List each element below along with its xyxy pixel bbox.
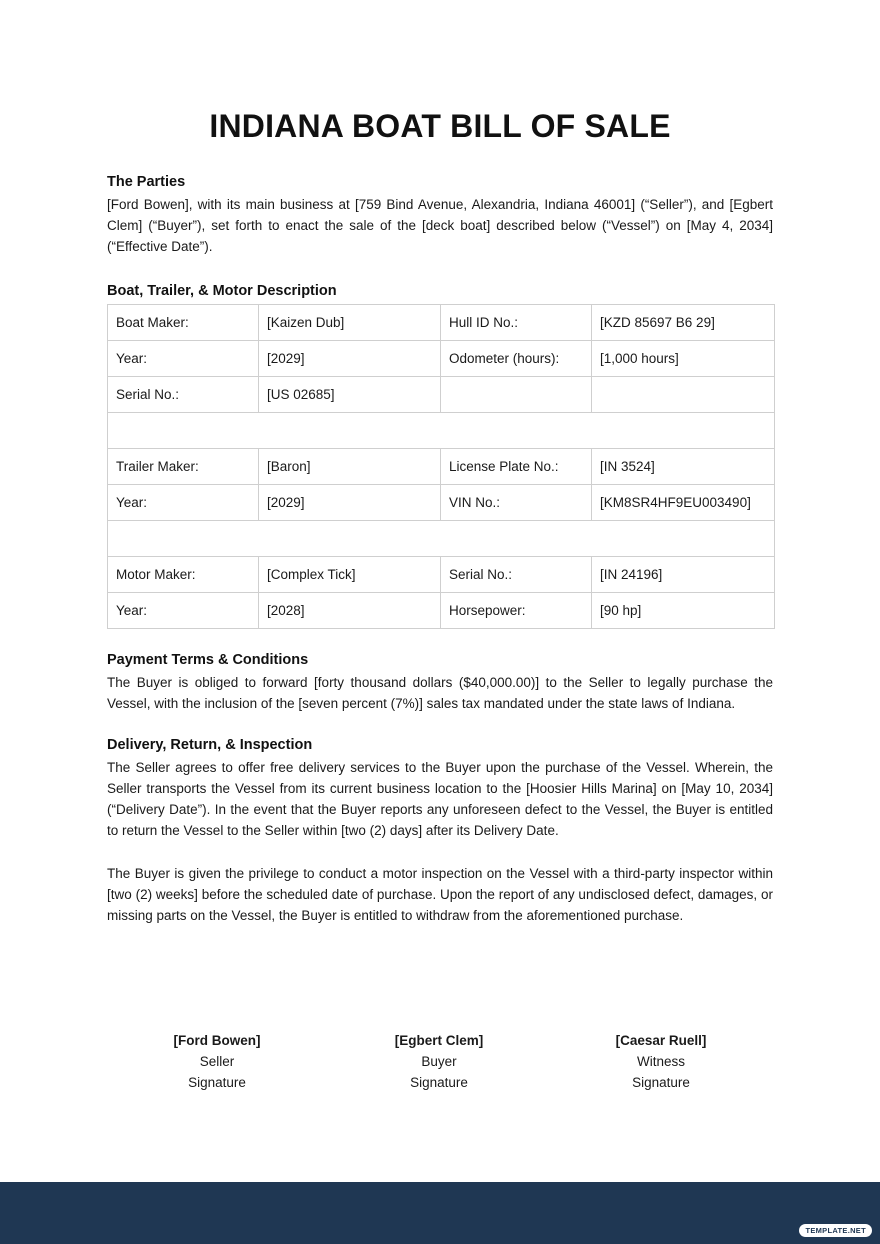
table-row xyxy=(108,341,775,377)
table-label-cell: VIN No.: xyxy=(441,485,592,521)
table-row xyxy=(108,449,775,485)
table-label-cell: Boat Maker: xyxy=(108,305,259,341)
table-label-cell: License Plate No.: xyxy=(441,449,592,485)
seller-signature-block xyxy=(107,1030,327,1093)
table-label-cell: Serial No.: xyxy=(441,557,592,593)
buyer-name: [Egbert Clem] xyxy=(394,1033,484,1048)
table-row xyxy=(108,593,775,629)
witness-name: [Caesar Ruell] xyxy=(615,1033,707,1048)
table-row xyxy=(108,305,775,341)
parties-paragraph: [Ford Bowen], with its main business at [759 Bind Avenue, Alexandria, Indiana 46001] (“Seller”), and [Egbert Clem] (“Buyer”), set forth to enact the sale of the [deck boat] described below (“Vessel”) on [May 4, 2034] (“Effective Date”). xyxy=(107,197,773,254)
table-spacer-row xyxy=(108,521,775,557)
delivery-paragraph: The Seller agrees to offer free delivery services to the Buyer upon the purchase of the Vessel. Wherein, the Seller transports the Vessel from its current business location to the [Hoosier Hills Marina] on [May 10, 2034] (“Delivery Date”). In the event that the Buyer reports any unforeseen defect to the Vessel, the Buyer is entitled to return the Vessel to the Seller within [two (2) days] after its Delivery Date. xyxy=(107,760,773,838)
delivery-heading: Delivery, Return, & Inspection xyxy=(107,737,313,753)
table-value-cell: [KM8SR4HF9EU003490] xyxy=(592,485,775,521)
table-label-cell: Serial No.: xyxy=(108,377,259,413)
table-value-cell: [IN 3524] xyxy=(592,449,775,485)
buyer-signature-block xyxy=(329,1030,549,1093)
table-value-cell: [90 hp] xyxy=(592,593,775,629)
inspection-paragraph: The Buyer is given the privilege to conduct a motor inspection on the Vessel with a third-party inspector within [two (2) weeks] before the scheduled date of purchase. Upon the report of any undisclosed defect, damages, or missing parts on the Vessel, the Buyer is entitled to withdraw from the aforementioned purchase. xyxy=(107,866,773,923)
parties-heading: The Parties xyxy=(107,174,186,190)
table-row xyxy=(108,557,775,593)
table-spacer-row xyxy=(108,413,775,449)
table-label-cell: Year: xyxy=(108,341,259,377)
footer-band xyxy=(0,1182,880,1244)
payment-heading: Payment Terms & Conditions xyxy=(107,652,309,668)
table-label-cell: Year: xyxy=(108,593,259,629)
seller-name: [Ford Bowen] xyxy=(173,1033,261,1048)
table-spacer-cell xyxy=(108,521,775,557)
table-value-cell: [1,000 hours] xyxy=(592,341,775,377)
table-label-cell: Horsepower: xyxy=(441,593,592,629)
table-row xyxy=(108,485,775,521)
table-spacer-cell xyxy=(108,413,775,449)
buyer-role: Buyer xyxy=(421,1054,457,1069)
description-table xyxy=(107,304,775,629)
template-brand-badge[interactable]: TEMPLATE.NET xyxy=(799,1224,872,1237)
table-value-cell: [IN 24196] xyxy=(592,557,775,593)
table-label-cell xyxy=(441,377,592,413)
table-value-cell: [2029] xyxy=(259,341,441,377)
seller-role: Seller xyxy=(199,1054,235,1069)
table-row xyxy=(108,377,775,413)
table-value-cell: [2029] xyxy=(259,485,441,521)
table-value-cell xyxy=(592,377,775,413)
witness-signature-label: Signature xyxy=(632,1075,690,1090)
table-label-cell: Trailer Maker: xyxy=(108,449,259,485)
witness-role: Witness xyxy=(636,1054,685,1069)
witness-signature-block xyxy=(551,1030,771,1093)
table-label-cell: Hull ID No.: xyxy=(441,305,592,341)
table-value-cell: [US 02685] xyxy=(259,377,441,413)
table-value-cell: [KZD 85697 B6 29] xyxy=(592,305,775,341)
table-value-cell: [Kaizen Dub] xyxy=(259,305,441,341)
table-label-cell: Odometer (hours): xyxy=(441,341,592,377)
table-label-cell: Year: xyxy=(108,485,259,521)
table-value-cell: [Baron] xyxy=(259,449,441,485)
table-value-cell: [Complex Tick] xyxy=(259,557,441,593)
table-value-cell: [2028] xyxy=(259,593,441,629)
seller-signature-label: Signature xyxy=(188,1075,246,1090)
buyer-signature-label: Signature xyxy=(410,1075,468,1090)
description-heading: Boat, Trailer, & Motor Description xyxy=(107,283,337,299)
payment-paragraph: The Buyer is obliged to forward [forty thousand dollars ($40,000.00)] to the Seller to legally purchase the Vessel, with the inclusion of the [seven percent (7%)] sales tax mandated under the state laws of Indiana. xyxy=(107,675,773,711)
table-label-cell: Motor Maker: xyxy=(108,557,259,593)
document-title: INDIANA BOAT BILL OF SALE xyxy=(209,108,671,144)
